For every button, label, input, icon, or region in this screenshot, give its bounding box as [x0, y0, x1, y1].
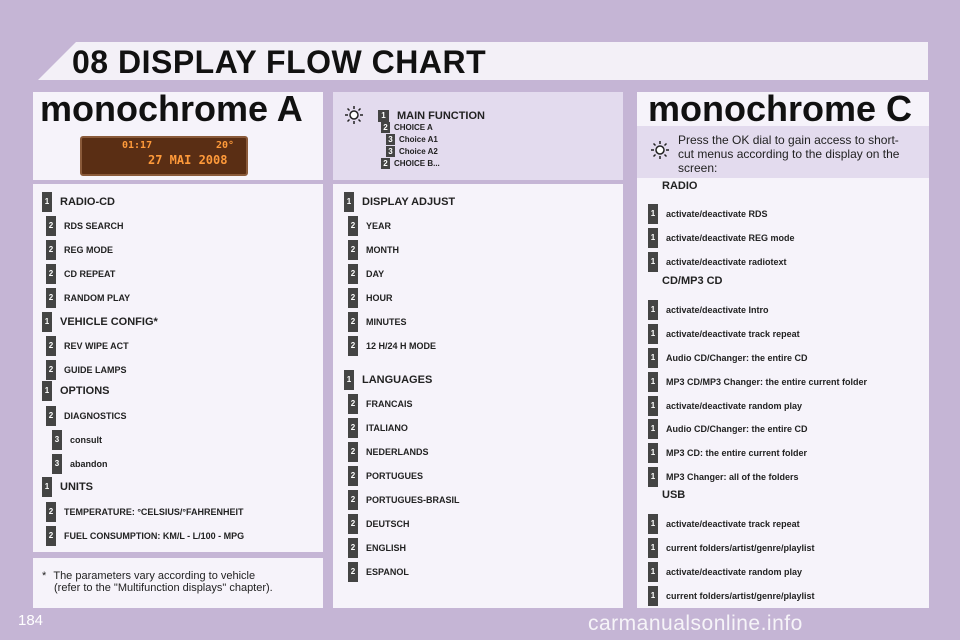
menu-item-label: RDS SEARCH [64, 221, 124, 231]
sun-icon [650, 140, 670, 160]
menu-item-label: OPTIONS [60, 385, 110, 397]
section-cd: CD/MP3 CD [662, 275, 723, 287]
menu-item-label: PORTUGUES-BRASIL [366, 495, 460, 505]
menu-item-label: FRANCAIS [366, 399, 413, 409]
section-radio: RADIO [662, 180, 698, 192]
level-badge: 3 [386, 134, 395, 145]
menu-item-label: RADIO-CD [60, 196, 115, 208]
menu-item [348, 312, 407, 332]
level-badge: 1 [648, 419, 658, 439]
menu-item-label: DAY [366, 269, 385, 279]
menu-item [348, 442, 429, 462]
menu-item [348, 240, 399, 260]
menu-item [348, 418, 408, 438]
level-badge: 2 [46, 526, 56, 546]
footnote-line1: The parameters vary according to vehicle [53, 570, 256, 582]
level-badge: 2 [348, 336, 358, 356]
menu-item-label: Audio CD/Changer: the entire CD [666, 353, 808, 363]
menu-item [52, 454, 108, 474]
menu-item-label: MINUTES [366, 317, 407, 327]
menu-item [348, 394, 413, 414]
legend-label: Choice A2 [399, 147, 438, 156]
level-badge: 1 [42, 381, 52, 401]
menu-item [348, 264, 384, 284]
level-badge: 2 [348, 288, 358, 308]
menu-item-label: MP3 CD/MP3 Changer: the entire current folder [666, 377, 868, 387]
menu-item-label: Audio CD/Changer: the entire CD [666, 424, 808, 434]
menu-item [46, 526, 244, 546]
menu-item [648, 348, 808, 368]
level-badge: 2 [348, 264, 358, 284]
level-badge: 2 [348, 216, 358, 236]
lcd-time: 01:17 [122, 140, 153, 151]
footnote-line2: (refer to the "Multifunction displays" chapter). [54, 582, 273, 594]
level-badge: 2 [46, 288, 56, 308]
footnote [42, 570, 273, 594]
menu-item-label: DISPLAY ADJUST [362, 196, 456, 208]
menu-item-label: activate/deactivate track repeat [666, 329, 800, 339]
level-badge: 2 [348, 490, 358, 510]
menu-item-label: activate/deactivate track repeat [666, 519, 800, 529]
menu-item-label: ENGLISH [366, 543, 407, 553]
level-badge: 1 [648, 586, 658, 606]
menu-item-label: PORTUGUES [366, 471, 424, 481]
level-badge: 1 [648, 228, 658, 248]
level-badge: 2 [348, 466, 358, 486]
menu-item [348, 216, 391, 236]
lcd-display [80, 136, 248, 176]
level-badge: 2 [46, 336, 56, 356]
level-badge: 1 [42, 477, 52, 497]
menu-item-label: activate/deactivate random play [666, 567, 803, 577]
menu-item [648, 538, 815, 558]
menu-item-label: activate/deactivate Intro [666, 305, 769, 315]
legend-line [378, 110, 485, 122]
menu-item [46, 336, 129, 356]
legend-label: CHOICE A [394, 123, 433, 132]
level-badge: 1 [42, 192, 52, 212]
legend-label: CHOICE B... [394, 159, 440, 168]
menu-item [46, 288, 130, 308]
level-badge: 2 [46, 502, 56, 522]
level-badge: 1 [648, 467, 658, 487]
menu-item-label: consult [70, 435, 103, 445]
menu-item [348, 288, 393, 308]
menu-item-label: abandon [70, 459, 108, 469]
menu-item [348, 466, 423, 486]
menu-item-label: NEDERLANDS [366, 447, 429, 457]
menu-item-label: UNITS [60, 481, 93, 493]
section-usb: USB [662, 489, 686, 501]
menu-group [344, 192, 455, 212]
menu-item [52, 430, 102, 450]
level-badge: 1 [378, 110, 389, 122]
level-badge: 2 [381, 158, 390, 169]
footnote-star: * [42, 570, 47, 582]
menu-item [648, 419, 808, 439]
page-title: 08 DISPLAY FLOW CHART [72, 44, 487, 80]
menu-item [648, 514, 800, 534]
level-badge: 1 [648, 372, 658, 392]
mono-a-heading: monochrome A [40, 88, 303, 129]
menu-item-label: current folders/artist/genre/playlist [666, 543, 815, 553]
level-badge: 1 [648, 443, 658, 463]
level-badge: 1 [648, 562, 658, 582]
level-badge: 2 [348, 418, 358, 438]
legend-line [386, 146, 438, 157]
menu-item-label: VEHICLE CONFIG* [60, 316, 158, 328]
level-badge: 1 [42, 312, 52, 332]
page-number: 184 [18, 612, 44, 629]
menu-item [46, 360, 127, 380]
sun-icon [344, 105, 364, 125]
level-badge: 1 [648, 204, 658, 224]
menu-item-label: MONTH [366, 245, 399, 255]
menu-item [348, 490, 460, 510]
menu-item [648, 562, 802, 582]
menu-item-label: LANGUAGES [362, 374, 433, 386]
legend-label: MAIN FUNCTION [397, 110, 485, 122]
menu-item-label: current folders/artist/genre/playlist [666, 591, 815, 601]
menu-item-label: activate/deactivate REG mode [666, 233, 795, 243]
menu-group [42, 312, 158, 332]
level-badge: 2 [46, 216, 56, 236]
level-badge: 1 [648, 252, 658, 272]
menu-item-label: FUEL CONSUMPTION: KM/L - L/100 - MPG [64, 531, 245, 541]
level-badge: 2 [46, 264, 56, 284]
menu-item-label: TEMPERATURE: °CELSIUS/°FAHRENHEIT [64, 507, 244, 517]
menu-item [46, 264, 115, 284]
mono-c-heading: monochrome C [648, 88, 913, 129]
menu-item-label: activate/deactivate RDS [666, 209, 768, 219]
menu-group [42, 477, 93, 497]
menu-item [648, 372, 867, 392]
menu-item-label: DEUTSCH [366, 519, 410, 529]
menu-item-label: DIAGNOSTICS [64, 411, 127, 421]
menu-item [46, 406, 127, 426]
menu-item [648, 300, 769, 320]
legend-line [381, 122, 433, 133]
menu-item-label: MP3 CD: the entire current folder [666, 448, 808, 458]
level-badge: 1 [648, 396, 658, 416]
level-badge: 2 [46, 406, 56, 426]
menu-item [348, 514, 410, 534]
menu-item [46, 216, 124, 236]
level-badge: 2 [348, 442, 358, 462]
menu-item [648, 467, 799, 487]
level-badge: 1 [648, 538, 658, 558]
level-badge: 1 [344, 370, 354, 390]
menu-item-label: MP3 Changer: all of the folders [666, 472, 799, 482]
menu-item-label: RANDOM PLAY [64, 293, 131, 303]
menu-item-label: YEAR [366, 221, 392, 231]
level-badge: 2 [348, 394, 358, 414]
menu-item-label: activate/deactivate random play [666, 401, 803, 411]
level-badge: 2 [348, 312, 358, 332]
lcd-temp: 20° [216, 140, 235, 151]
legend-label: Choice A1 [399, 135, 438, 144]
menu-item [648, 586, 815, 606]
menu-item-label: ITALIANO [366, 423, 408, 433]
mono-c-intro: Press the OK dial to gain access to short-cut menus according to the display on the screen: [678, 133, 900, 175]
menu-group [344, 370, 432, 390]
level-badge: 1 [344, 192, 354, 212]
level-badge: 2 [348, 240, 358, 260]
menu-item [46, 502, 244, 522]
menu-item [648, 228, 795, 248]
level-badge: 2 [381, 122, 390, 133]
menu-item [648, 443, 807, 463]
legend-line [386, 134, 438, 145]
banner-corner [38, 42, 76, 80]
menu-item [648, 204, 768, 224]
menu-item-label: REG MODE [64, 245, 114, 255]
menu-item [348, 562, 409, 582]
legend-line [381, 158, 440, 169]
menu-item [348, 336, 436, 356]
menu-group [42, 192, 115, 212]
menu-item-label: CD REPEAT [64, 269, 116, 279]
menu-item [46, 240, 113, 260]
menu-item-label: activate/deactivate radiotext [666, 257, 787, 267]
menu-item-label: GUIDE LAMPS [64, 365, 127, 375]
level-badge: 1 [648, 348, 658, 368]
level-badge: 2 [46, 240, 56, 260]
menu-item [348, 538, 406, 558]
main-function-panel [333, 92, 623, 180]
level-badge: 1 [648, 514, 658, 534]
watermark: carmanualsonline.info [588, 612, 803, 635]
level-badge: 2 [46, 360, 56, 380]
level-badge: 3 [386, 146, 395, 157]
menu-item [648, 252, 787, 272]
level-badge: 3 [52, 430, 62, 450]
level-badge: 3 [52, 454, 62, 474]
menu-item-label: 12 H/24 H MODE [366, 341, 437, 351]
menu-item [648, 396, 802, 416]
level-badge: 2 [348, 538, 358, 558]
level-badge: 1 [648, 300, 658, 320]
level-badge: 2 [348, 514, 358, 534]
menu-item-label: REV WIPE ACT [64, 341, 129, 351]
menu-group [42, 381, 110, 401]
level-badge: 2 [348, 562, 358, 582]
menu-item-label: HOUR [366, 293, 393, 303]
level-badge: 1 [648, 324, 658, 344]
lcd-date: 27 MAI 2008 [148, 153, 228, 167]
menu-item-label: ESPANOL [366, 567, 409, 577]
menu-item [648, 324, 800, 344]
